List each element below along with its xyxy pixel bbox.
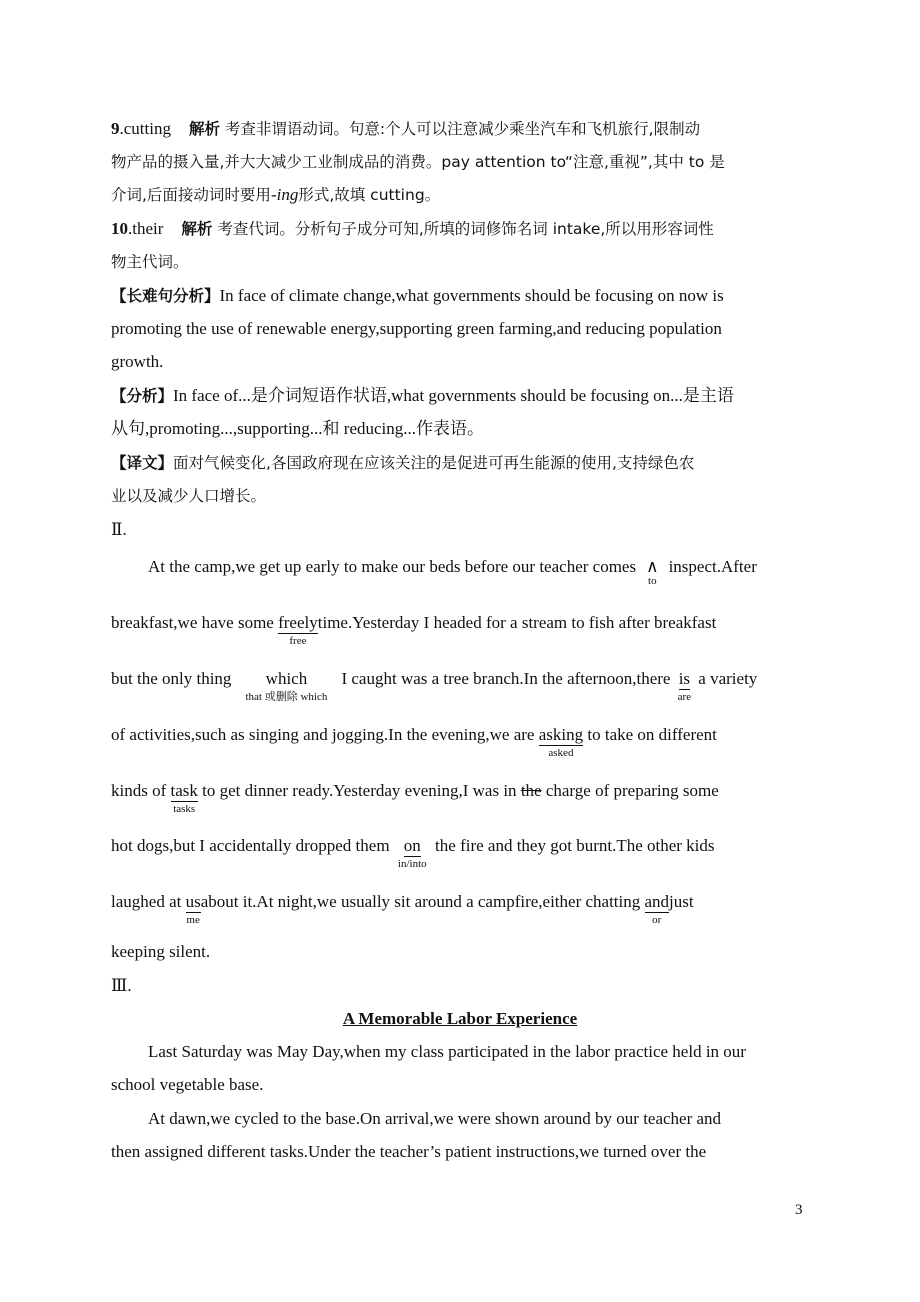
s2-l5-text-a: kinds of [111,781,167,800]
error-word: freely [278,613,318,632]
section2-line-1 [148,556,813,587]
section2-heading: Ⅱ. [111,520,127,539]
q10-line-1 [111,218,811,240]
page-number: 3 [795,1202,803,1218]
s2-l7-text-c: just [669,892,694,911]
q9-text-3c: 形式,故填 cutting。 [298,186,441,204]
q9-line-3 [111,184,811,206]
s2-l4-text-b: to take on different [587,725,717,744]
section2-line-6 [111,835,811,870]
s2-l2-text-a: breakfast,we have some [111,613,274,632]
long-sentence-text-1: In face of climate change,what governments should be focusing on now is [219,286,724,305]
error-which [245,669,328,703]
section2-line-8: keeping silent. [111,942,211,961]
error-freely [278,613,318,647]
correction-asked: asked [548,747,574,759]
q10-number: 10 [111,219,128,238]
long-sentence-line-3: growth. [111,352,164,371]
analysis-label: 【分析】 [111,387,174,405]
s2-l5-text-b: to get dinner ready.Yesterday evening,I was in [202,781,517,800]
translation-line-1 [111,452,811,474]
error-is [677,669,692,703]
error-us [185,892,201,926]
q9-line-1 [111,118,811,140]
s2-l4-text-a: of activities,such as singing and jogging.In the evening,we are [111,725,535,744]
translation-text-1: 面对气候变化,各国政府现在应该关注的是促进可再生能源的使用,支持绿色农 [173,454,695,472]
s2-l7-text-a: laughed at [111,892,182,911]
insertion-caret [640,556,664,587]
essay-p1-line-1: Last Saturday was May Day,when my class participated in the labor practice held in our [148,1042,746,1061]
error-word: us [185,892,201,911]
essay-p2-line-1: At dawn,we cycled to the base.On arrival,we were shown around by our teacher and [148,1109,722,1128]
s2-l7-text-b: about it.At night,we usually sit around a campfire,either chatting [200,892,641,911]
q10-text-1: 考查代词。分析句子成分可知,所填的词修饰名词 intake,所以用形容词性 [212,220,714,238]
q9-text-3b: -ing [270,185,299,204]
analysis-text-1: In face of...是介词短语作状语,what governments should be focusing on...是主语 [173,386,734,405]
error-word: asking [538,725,584,744]
long-sentence-line-1 [111,285,811,307]
error-asking [538,725,584,759]
q9-number: 9 [111,119,120,138]
q10-answer: .their [128,219,164,238]
correction-or: or [652,914,662,926]
error-word: which [265,669,308,688]
s2-l6-text-a: hot dogs,but I accidentally dropped them [111,836,390,855]
error-word: task [170,781,198,800]
error-on [397,836,427,870]
q10-label: 解析 [181,220,213,238]
error-word: on [403,836,421,855]
correction-are: are [677,691,692,703]
section2-line-5 [111,780,811,815]
long-sentence-line-2: promoting the use of renewable energy,supporting green farming,and reducing population [111,319,722,338]
caret-mark: ∧ [646,557,659,576]
essay-p2-line-2: then assigned different tasks.Under the teacher’s patient instructions,we turned over the [111,1142,707,1161]
essay-title: A Memorable Labor Experience [342,1009,578,1028]
translation-line-2: 业以及减少人口增长。 [111,487,267,505]
q9-answer: .cutting [119,119,171,138]
correction-in-into: in/into [397,858,427,870]
error-task [170,781,198,815]
deleted-word-the: the [520,781,542,800]
s2-l3-text-c: a variety [698,669,758,688]
section3-heading: Ⅲ. [111,976,132,995]
s2-l3-text-a: but the only thing [111,669,232,688]
long-sentence-label: 【长难句分析】 [111,287,220,305]
section2-line-7 [111,891,811,926]
section2-line-4 [111,724,811,759]
q9-label: 解析 [188,120,220,138]
correction-tasks: tasks [173,803,196,815]
s2-l1-text-b: inspect.After [668,557,757,576]
q10-line-2: 物主代词。 [111,253,189,271]
s2-l5-text-c: charge of preparing some [545,781,719,800]
error-and [644,892,670,926]
section2-line-3 [111,668,811,703]
s2-l3-text-b: I caught was a tree branch.In the afternoon,there [341,669,671,688]
q9-line-2: 物产品的摄入量,并大大减少工业制成品的消费。pay attention to“注意,重视”,其中 to 是 [111,153,725,171]
section2-line-2 [111,612,811,647]
s2-l6-text-b: the fire and they got burnt.The other kids [435,836,715,855]
analysis-line-2: 从句,promoting...,supporting...和 reducing...作表语。 [111,419,485,438]
essay-p1-line-2: school vegetable base. [111,1075,264,1094]
translation-label: 【译文】 [111,454,174,472]
analysis-line-1 [111,385,811,407]
error-word: and [644,892,670,911]
q9-text-1: 考查非谓语动词。句意:个人可以注意减少乘坐汽车和飞机旅行,限制动 [219,120,701,138]
error-word: is [678,669,691,688]
correction-to: to [648,575,657,587]
q9-text-3a: 介词,后面接动词时要用 [111,186,271,204]
correction-free: free [289,635,307,647]
correction-me: me [186,914,200,926]
s2-l1-text-a: At the camp,we get up early to make our beds before our teacher comes [148,557,637,576]
correction-that: that 或删除 which [245,691,328,703]
s2-l2-text-b: time.Yesterday I headed for a stream to fish after breakfast [317,613,717,632]
